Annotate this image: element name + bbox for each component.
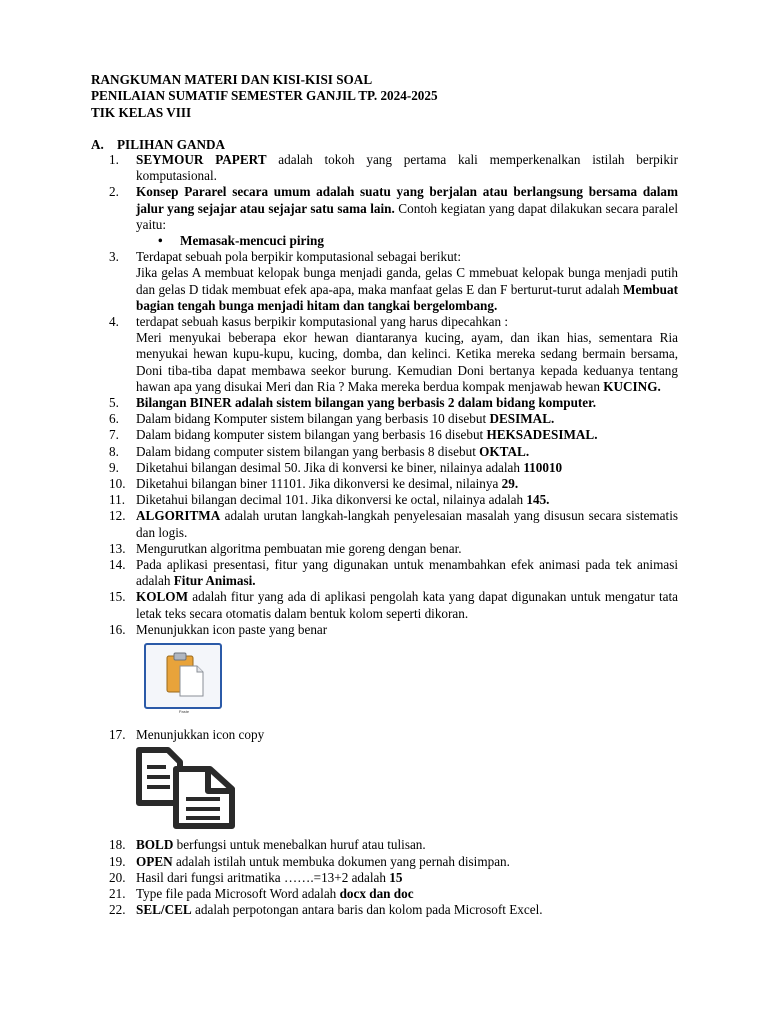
question-number: 13. <box>109 540 126 556</box>
text-run: adalah urutan langkah-langkah penyelesaian masalah yang disusun secara sistematis dan logis. <box>136 508 678 540</box>
question-number: 17. <box>109 727 126 743</box>
bullet-item <box>136 233 678 249</box>
text-run: Mengurutkan algoritma pembuatan mie goreng dengan benar. <box>136 540 462 556</box>
bold-text: DESIMAL. <box>489 411 555 427</box>
text-run: Diketahui bilangan decimal 101. Jika dikonversi ke octal, nilainya adalah <box>136 492 527 508</box>
text-run: Pada aplikasi presentasi, fitur yang digunakan untuk menambahkan efek animasi pada tek animasi adalah <box>136 557 678 589</box>
question-item-14 <box>109 557 678 589</box>
question-text <box>136 184 678 233</box>
question-item-2 <box>109 184 678 249</box>
bold-text: OKTAL. <box>479 443 530 459</box>
question-item-1 <box>109 152 678 184</box>
question-text <box>136 395 678 411</box>
spacer <box>136 713 678 727</box>
question-text <box>136 837 678 853</box>
question-text <box>136 460 678 476</box>
question-number: 20. <box>109 869 126 885</box>
section-heading <box>91 137 225 153</box>
question-text <box>136 870 678 886</box>
question-text <box>136 557 678 589</box>
bold-text: KOLOM <box>136 589 189 605</box>
question-item-13 <box>109 540 678 557</box>
document-header <box>91 72 438 121</box>
question-item-12 <box>109 508 678 540</box>
question-number: 6. <box>109 411 119 427</box>
bold-text: 15 <box>389 869 403 885</box>
question-item-20 <box>109 869 678 886</box>
bold-text: Bilangan BINER adalah sistem bilangan yang berbasis 2 dalam bidang komputer. <box>136 395 597 411</box>
text-run: Dalam bidang computer sistem bilangan yang berbasis 8 disebut <box>136 443 480 459</box>
question-number: 1. <box>109 152 119 167</box>
bold-text: Fitur Animasi. <box>173 573 256 589</box>
section-title: PILIHAN GANDA <box>117 137 226 152</box>
bold-text: OPEN <box>136 853 173 869</box>
question-item-8 <box>109 443 678 460</box>
question-item-11 <box>109 492 678 508</box>
text-run: Contoh kegiatan yang dapat dilakukan secara paralel yaitu: <box>136 200 678 232</box>
question-number: 22. <box>109 902 126 918</box>
question-number: 9. <box>109 459 119 475</box>
text-run: Type file pada Microsoft Word adalah <box>136 885 340 901</box>
text-run: Dalam bidang Komputer sistem bilangan yang berbasis 10 disebut <box>136 411 490 427</box>
question-text <box>136 249 678 265</box>
paste-caption: Paste <box>178 709 190 715</box>
bold-text: SEL/CEL <box>136 902 192 918</box>
bold-text: ALGORITMA <box>136 508 221 524</box>
question-number: 11. <box>109 492 125 508</box>
question-text <box>136 854 678 870</box>
question-number: 5. <box>109 395 119 411</box>
question-item-7 <box>109 427 678 443</box>
question-text <box>136 492 678 508</box>
question-number: 3. <box>109 249 119 265</box>
question-text <box>136 427 678 443</box>
question-item-17 <box>109 727 678 829</box>
question-text <box>136 886 678 902</box>
question-number: 16. <box>109 621 126 637</box>
text-run: Jika gelas A membuat kelopak bunga menjadi ganda, gelas C mmebuat kelopak bunga menjadi putih dan gelas D tidak membuat efek apa-apa, maka manfaat gelas E dan F berturut-turut adalah <box>136 265 678 297</box>
bold-text: SEYMOUR PAPERT <box>136 152 267 167</box>
paste-icon-image <box>144 643 222 713</box>
section-letter: A. <box>91 137 104 152</box>
header-class: TIK KELAS VIII <box>91 104 192 120</box>
question-number: 7. <box>109 427 119 443</box>
text-run: Terdapat sebuah pola berpikir komputasional sebagai berikut: <box>136 249 461 265</box>
text-run: terdapat sebuah kasus berpikir komputasional yang harus dipecahkan : <box>136 314 509 330</box>
question-number: 10. <box>109 476 126 492</box>
paste-icon <box>144 643 222 709</box>
text-run: adalah tokoh yang pertama kali memperkenalkan istilah berpikir komputasional. <box>136 152 678 184</box>
question-number: 4. <box>109 314 119 330</box>
header-subtitle: PENILAIAN SUMATIF SEMESTER GANJIL TP. 2024-2025 <box>91 88 438 104</box>
text-run: Dalam bidang komputer sistem bilangan yang berbasis 16 disebut <box>136 427 487 443</box>
question-text <box>136 314 678 330</box>
text-run: Menunjukkan icon paste yang benar <box>136 621 328 637</box>
question-item-16 <box>109 621 678 727</box>
question-number: 14. <box>109 557 126 573</box>
question-number: 2. <box>109 184 119 200</box>
bullet-dot-icon: • <box>158 233 163 249</box>
bullet-text: Memasak-mencuci piring <box>180 233 324 249</box>
text-run: Diketahui bilangan desimal 50. Jika di konversi ke biner, nilainya adalah <box>136 459 524 475</box>
text-run: Menunjukkan icon copy <box>136 727 265 743</box>
text-run: Hasil dari fungsi aritmatika …….=13+2 adalah <box>136 869 390 885</box>
copy-icon <box>136 747 236 829</box>
question-number: 21. <box>109 885 126 901</box>
text-run: Diketahui bilangan biner 11101. Jika dikonversi ke desimal, nilainya <box>136 476 502 492</box>
question-item-18 <box>109 837 678 853</box>
question-number: 19. <box>109 853 126 869</box>
bold-text: Membuat bagian tengah bunga menjadi hitam dan tangkai bergelombang. <box>136 281 678 313</box>
bold-text: KUCING. <box>603 378 661 394</box>
question-text <box>136 411 678 427</box>
question-text <box>136 508 678 540</box>
text-run: berfungsi untuk menebalkan huruf atau tulisan. <box>173 837 426 853</box>
bold-text: 29. <box>501 476 519 492</box>
text-run: adalah perpotongan antara baris dan kolom pada Microsoft Excel. <box>191 902 543 918</box>
question-text <box>136 476 678 492</box>
question-text <box>136 589 678 621</box>
question-text <box>136 622 678 638</box>
question-item-6 <box>109 411 678 427</box>
question-detail <box>136 265 678 314</box>
question-text <box>136 902 678 918</box>
question-item-5 <box>109 395 678 411</box>
question-list <box>109 152 678 918</box>
bold-text: docx dan doc <box>339 885 414 901</box>
question-item-15 <box>109 589 678 621</box>
question-number: 15. <box>109 589 126 605</box>
bold-text: HEKSADESIMAL. <box>486 427 598 443</box>
question-text <box>136 444 678 460</box>
bold-text: 145. <box>526 492 550 508</box>
text-run: Meri menyukai beberapa ekor hewan diantaranya kucing, ayam, dan ikan hias, sementara Ria menyukai hewan kupu-kupu, kucing, domba, dan kelinci. Ketika mereka sedang bermain bersama, Doni tiba-tiba dapat membawa seekor burung. Kemudian Doni bertanya kepada keduanya tentang hawan apa yang disukai Meri dan Ria ? Maka mereka berdua kompak menjawab hewan <box>136 330 678 394</box>
question-item-3 <box>109 249 678 314</box>
question-number: 8. <box>109 443 119 459</box>
question-number: 18. <box>109 837 126 853</box>
bold-text: BOLD <box>136 837 174 853</box>
question-item-21 <box>109 885 678 902</box>
question-item-9 <box>109 459 678 476</box>
question-detail <box>136 330 678 395</box>
question-item-22 <box>109 902 678 918</box>
text-run: adalah fitur yang ada di aplikasi pengolah kata yang dapat digunakan untuk mengatur tata letak teks secara otomatis dalam bentuk kolom seperti dikoran. <box>136 589 678 621</box>
question-text <box>136 727 678 743</box>
question-item-10 <box>109 476 678 492</box>
header-title: RANGKUMAN MATERI DAN KISI-KISI SOAL <box>91 72 373 87</box>
text-run: adalah istilah untuk membuka dokumen yang pernah disimpan. <box>172 853 510 869</box>
question-item-19 <box>109 853 678 870</box>
bold-text: Konsep Pararel secara umum adalah suatu yang berjalan atau berlangsung bersama dalam jalur yang sejajar atau sejajar satu sama lain. <box>136 184 678 216</box>
question-text <box>136 152 678 184</box>
question-item-4 <box>109 314 678 395</box>
bold-text: 110010 <box>523 459 563 475</box>
question-number: 12. <box>109 508 126 524</box>
question-text <box>136 541 678 557</box>
